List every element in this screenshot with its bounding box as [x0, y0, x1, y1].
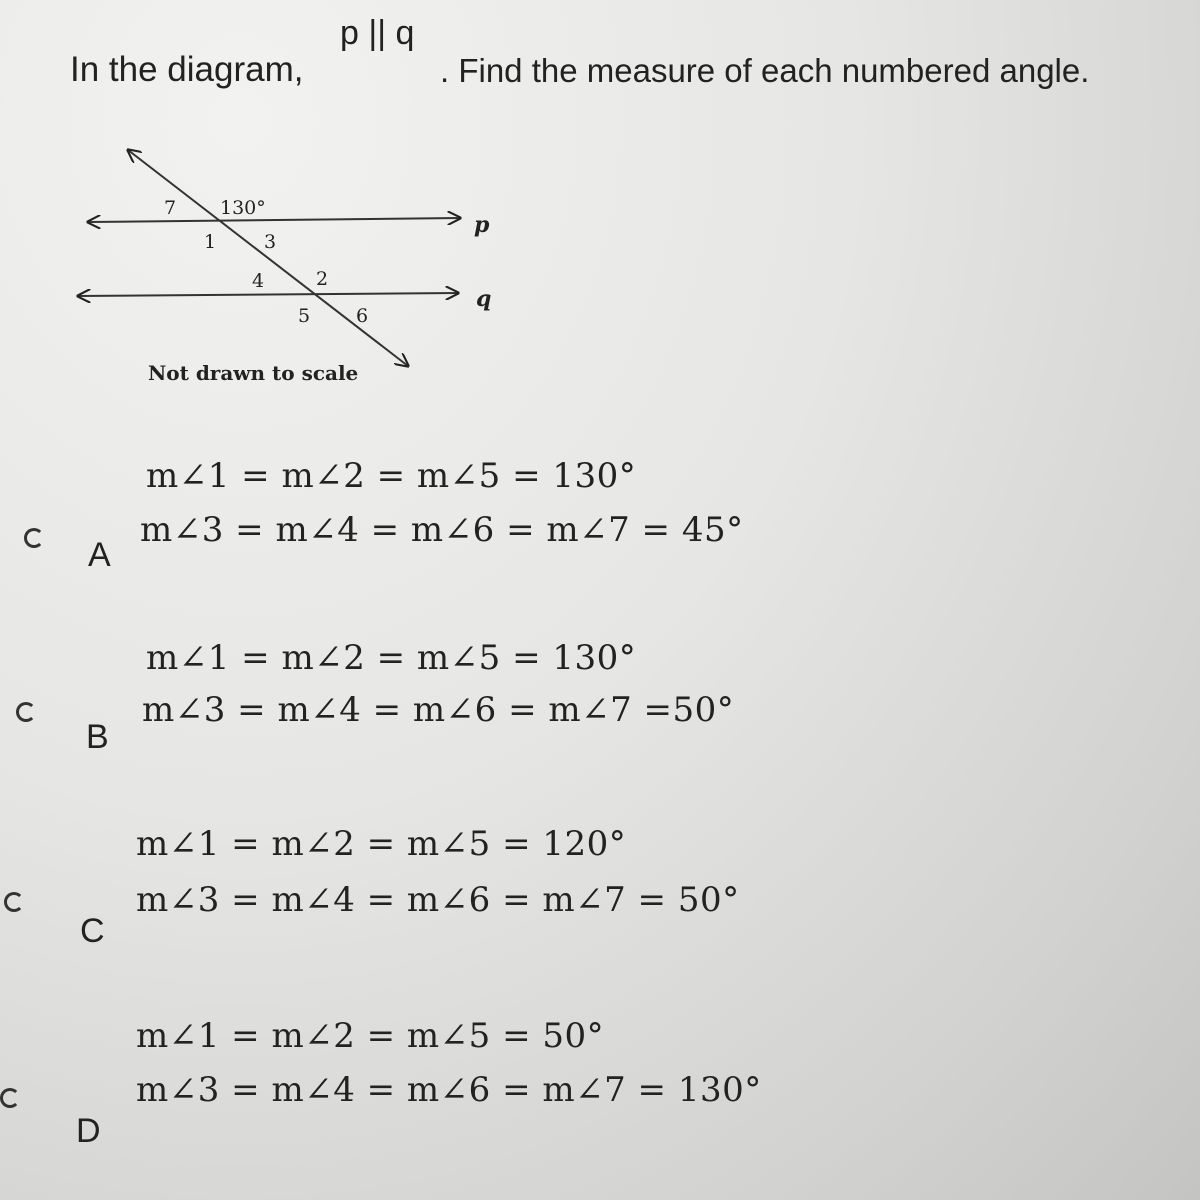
option-d[interactable]	[0, 1002, 1000, 1152]
angle-2-label: 2	[316, 268, 329, 290]
option-b[interactable]	[0, 620, 1000, 770]
angle-7-label: 7	[164, 197, 177, 219]
option-d-letter: D	[76, 1112, 101, 1150]
transversal-line	[128, 150, 408, 366]
line-p-label: p	[474, 212, 490, 238]
angle-4-label: 4	[252, 270, 265, 292]
option-b-equation-2: m∠3 = m∠4 = m∠6 = m∠7 =50°	[142, 690, 735, 730]
option-b-radio[interactable]	[16, 702, 36, 722]
question-prompt	[0, 0, 1200, 100]
angle-6-label: 6	[356, 305, 369, 327]
parallel-lines-diagram	[60, 130, 520, 400]
option-b-equation-1: m∠1 = m∠2 = m∠5 = 130°	[146, 638, 637, 678]
option-d-equation-1: m∠1 = m∠2 = m∠5 = 50°	[136, 1016, 605, 1056]
option-c-letter: C	[80, 912, 105, 950]
angle-5-label: 5	[298, 305, 311, 327]
option-c-radio[interactable]	[4, 892, 24, 912]
option-a-equation-1: m∠1 = m∠2 = m∠5 = 130°	[146, 456, 637, 496]
option-c-equation-1: m∠1 = m∠2 = m∠5 = 120°	[136, 824, 627, 864]
line-q-label: q	[476, 286, 492, 312]
question-prefix: In the diagram,	[70, 50, 304, 89]
option-c-equation-2: m∠3 = m∠4 = m∠6 = m∠7 = 50°	[136, 880, 740, 920]
option-a[interactable]	[0, 440, 1000, 590]
angle-1-label: 1	[204, 231, 217, 253]
line-q	[78, 293, 458, 296]
option-a-letter: A	[88, 536, 111, 574]
option-d-equation-2: m∠3 = m∠4 = m∠6 = m∠7 = 130°	[136, 1070, 762, 1110]
option-c[interactable]	[0, 808, 1000, 958]
option-d-radio[interactable]	[0, 1088, 20, 1108]
not-to-scale-note: Not drawn to scale	[148, 361, 359, 385]
option-a-equation-2: m∠3 = m∠4 = m∠6 = m∠7 = 45°	[140, 510, 744, 550]
line-p	[88, 218, 460, 222]
question-suffix: . Find the measure of each numbered angle.	[440, 52, 1090, 89]
parallel-statement: p || q	[340, 14, 415, 52]
option-b-letter: B	[86, 718, 109, 756]
option-a-radio[interactable]	[24, 528, 44, 548]
given-angle-label: 130°	[220, 197, 266, 219]
angle-3-label: 3	[264, 231, 277, 253]
